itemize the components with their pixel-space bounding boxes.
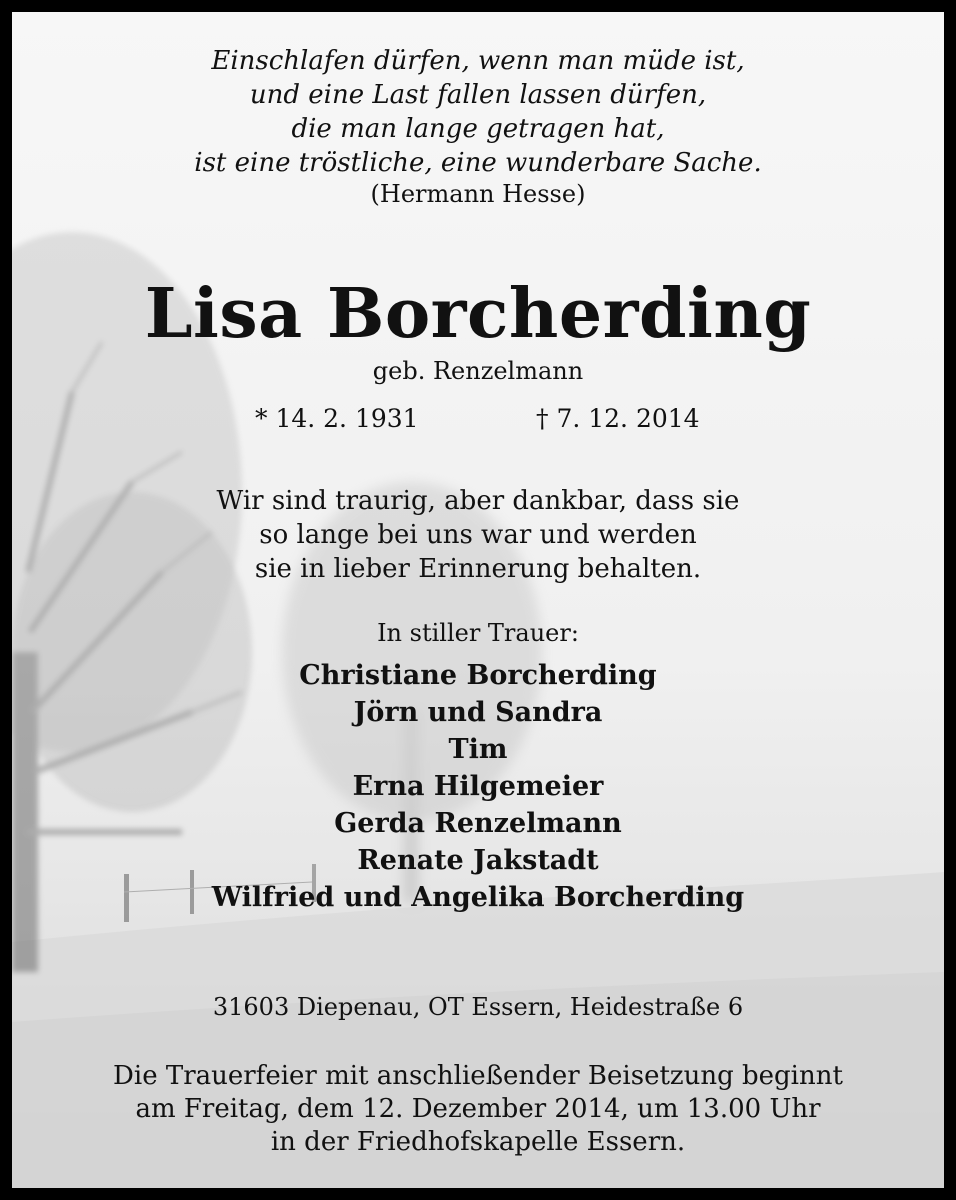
message-line: so lange bei uns war und werden <box>259 520 697 550</box>
mourner-name: Wilfried und Angelika Borcherding <box>211 882 745 913</box>
maiden-name: geb. Renzelmann <box>372 357 584 385</box>
mourner-name: Tim <box>448 734 508 765</box>
funeral-line: am Freitag, dem 12. Dezember 2014, um 13.00 Uhr <box>135 1094 821 1124</box>
mourner-name: Erna Hilgemeier <box>352 771 604 802</box>
death-date: † 7. 12. 2014 <box>536 404 700 433</box>
quote-block <box>12 44 944 180</box>
quote-line: ist eine tröstliche, eine wunderbare Sache. <box>194 148 762 178</box>
quote-author: (Hermann Hesse) <box>370 180 586 208</box>
obituary-notice <box>12 12 944 1188</box>
mourner-name: Jörn und Sandra <box>353 697 603 728</box>
funeral-line: Die Trauerfeier mit anschließender Beisetzung beginnt <box>113 1061 843 1091</box>
deceased-name: Lisa Borcherding <box>144 274 812 354</box>
quote-line: Einschlafen dürfen, wenn man müde ist, <box>211 46 745 76</box>
mourners-list <box>12 657 944 916</box>
mourner-name: Renate Jakstadt <box>357 845 599 876</box>
message-line: Wir sind traurig, aber dankbar, dass sie <box>216 486 740 516</box>
mourner-name: Christiane Borcherding <box>299 660 657 691</box>
funeral-details <box>12 1060 944 1159</box>
family-address: 31603 Diepenau, OT Essern, Heidestraße 6 <box>212 993 744 1021</box>
mourner-name: Gerda Renzelmann <box>334 808 622 839</box>
quote-line: und eine Last fallen lassen dürfen, <box>249 80 707 110</box>
mourning-message <box>12 484 944 586</box>
funeral-line: in der Friedhofskapelle Essern. <box>270 1127 686 1157</box>
birth-date: * 14. 2. 1931 <box>255 404 419 433</box>
mourners-heading: In stiller Trauer: <box>377 619 579 647</box>
message-line: sie in lieber Erinnerung behalten. <box>254 554 702 584</box>
notice-content <box>12 12 944 1188</box>
quote-line: die man lange getragen hat, <box>291 114 665 144</box>
